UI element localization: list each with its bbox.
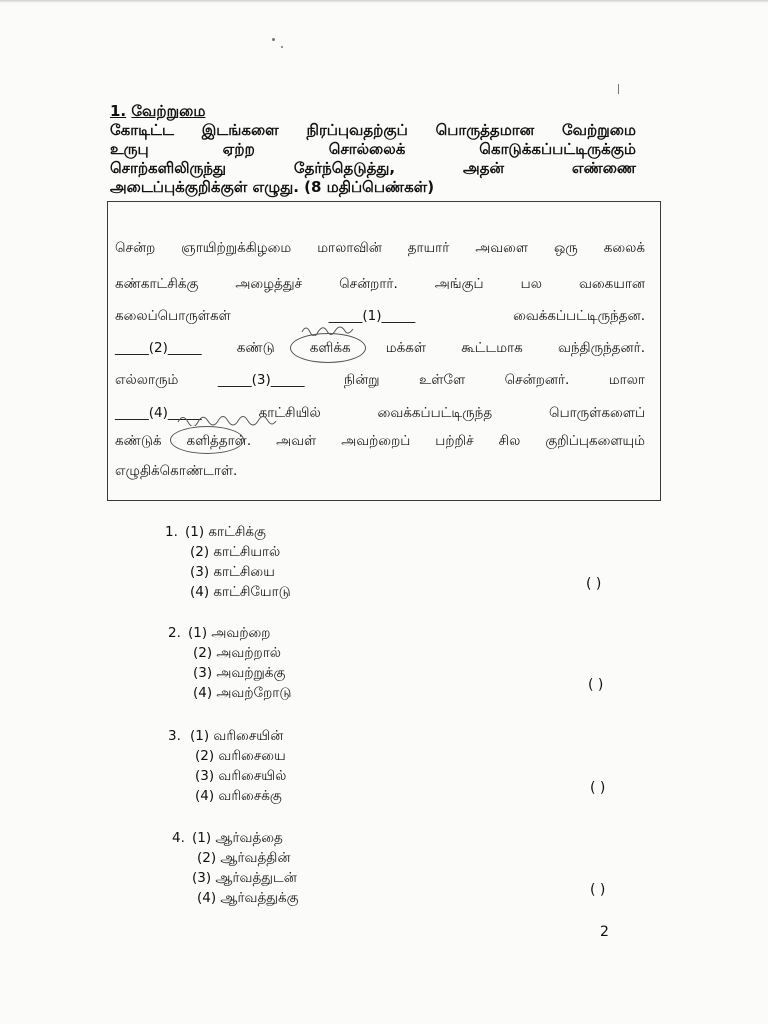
instruction-line-2: உருபு ஏற்ற சொல்லைக் கொடுக்கப்பட்டிருக்கும் [110,140,636,158]
instruction-line-4: அடைப்புக்குறிக்குள் எழுது. (8 மதிப்பெண்கள்) [110,178,435,196]
handwritten-scribble [300,322,360,336]
passage-line-6: _____(4)_____ காட்சியில் வைக்கப்பட்டிருந்த பொருள்களைப் [115,405,645,421]
passage-line-7: கண்டுக் களித்தாள். அவள் அவற்றைப் பற்றிச் சில குறிப்புகளையும் [115,433,645,449]
option-2: (2) வரிசையை [195,748,286,764]
question-number: 4. [172,830,185,846]
option-1: (1) ஆர்வத்தை [192,830,283,846]
option-1: (1) அவற்றை [188,625,271,641]
instruction-line-1: கோடிட்ட இடங்களை நிரப்புவதற்குப் பொருத்தமான வேற்றுமை [110,121,636,139]
passage-line-2: கண்காட்சிக்கு அழைத்துச் சென்றார். அங்குப் பல வகையான [115,276,645,292]
option-4: (4) அவற்றோடு [193,685,292,701]
scan-speck [272,38,275,41]
question-number: 2. [168,625,181,641]
option-1: (1) வரிசையின் [190,728,284,744]
answer-box: ( ) [588,677,604,693]
option-3: (3) அவற்றுக்கு [193,665,286,681]
option-4: (4) வரிசைக்கு [195,788,282,804]
passage-line-1: சென்ற ஞாயிற்றுக்கிழமை மாலாவின் தாயார் அவளை ஒரு கலைக் [115,240,645,256]
scan-speck [618,84,619,94]
answer-box: ( ) [590,882,606,898]
answer-box: ( ) [586,576,602,592]
option-4: (4) காட்சியோடு [190,584,291,600]
scan-speck [281,46,283,48]
handwritten-circle-mark [290,333,366,363]
passage-line-8: எழுதிக்கொண்டாள். [115,463,238,479]
option-2: (2) ஆர்வத்தின் [197,850,291,866]
passage-line-5: எல்லாரும் _____(3)_____ நின்று உள்ளே சென்றனர். மாலா [115,372,645,388]
page-number: 2 [600,924,609,940]
section-heading [110,102,205,122]
question-number: 3. [168,728,181,744]
option-3: (3) காட்சியை [190,564,275,580]
option-4: (4) ஆர்வத்துக்கு [197,890,299,906]
option-1: (1) காட்சிக்கு [185,524,266,540]
handwritten-circle-mark [170,426,244,454]
section-number: 1. [110,102,127,120]
answer-box: ( ) [590,780,606,796]
question-number: 1. [165,524,178,540]
passage-line-3: கலைப்பொருள்கள் _____(1)_____ வைக்கப்பட்டிருந்தன. [115,308,645,324]
option-3: (3) வரிசையில் [195,768,287,784]
option-2: (2) அவற்றால் [193,645,281,661]
passage-line-4: _____(2)_____ கண்டு களிக்க மக்கள் கூட்டமாக வந்திருந்தனர். [115,340,645,356]
option-2: (2) காட்சியால் [190,544,281,560]
section-title: வேற்றுமை [131,102,206,120]
handwritten-scribble [176,410,296,426]
option-3: (3) ஆர்வத்துடன் [192,870,297,886]
page-top-edge [0,0,768,3]
instruction-line-3: சொற்களிலிருந்து தேர்ந்தெடுத்து, அதன் எண்ணை [110,159,636,177]
